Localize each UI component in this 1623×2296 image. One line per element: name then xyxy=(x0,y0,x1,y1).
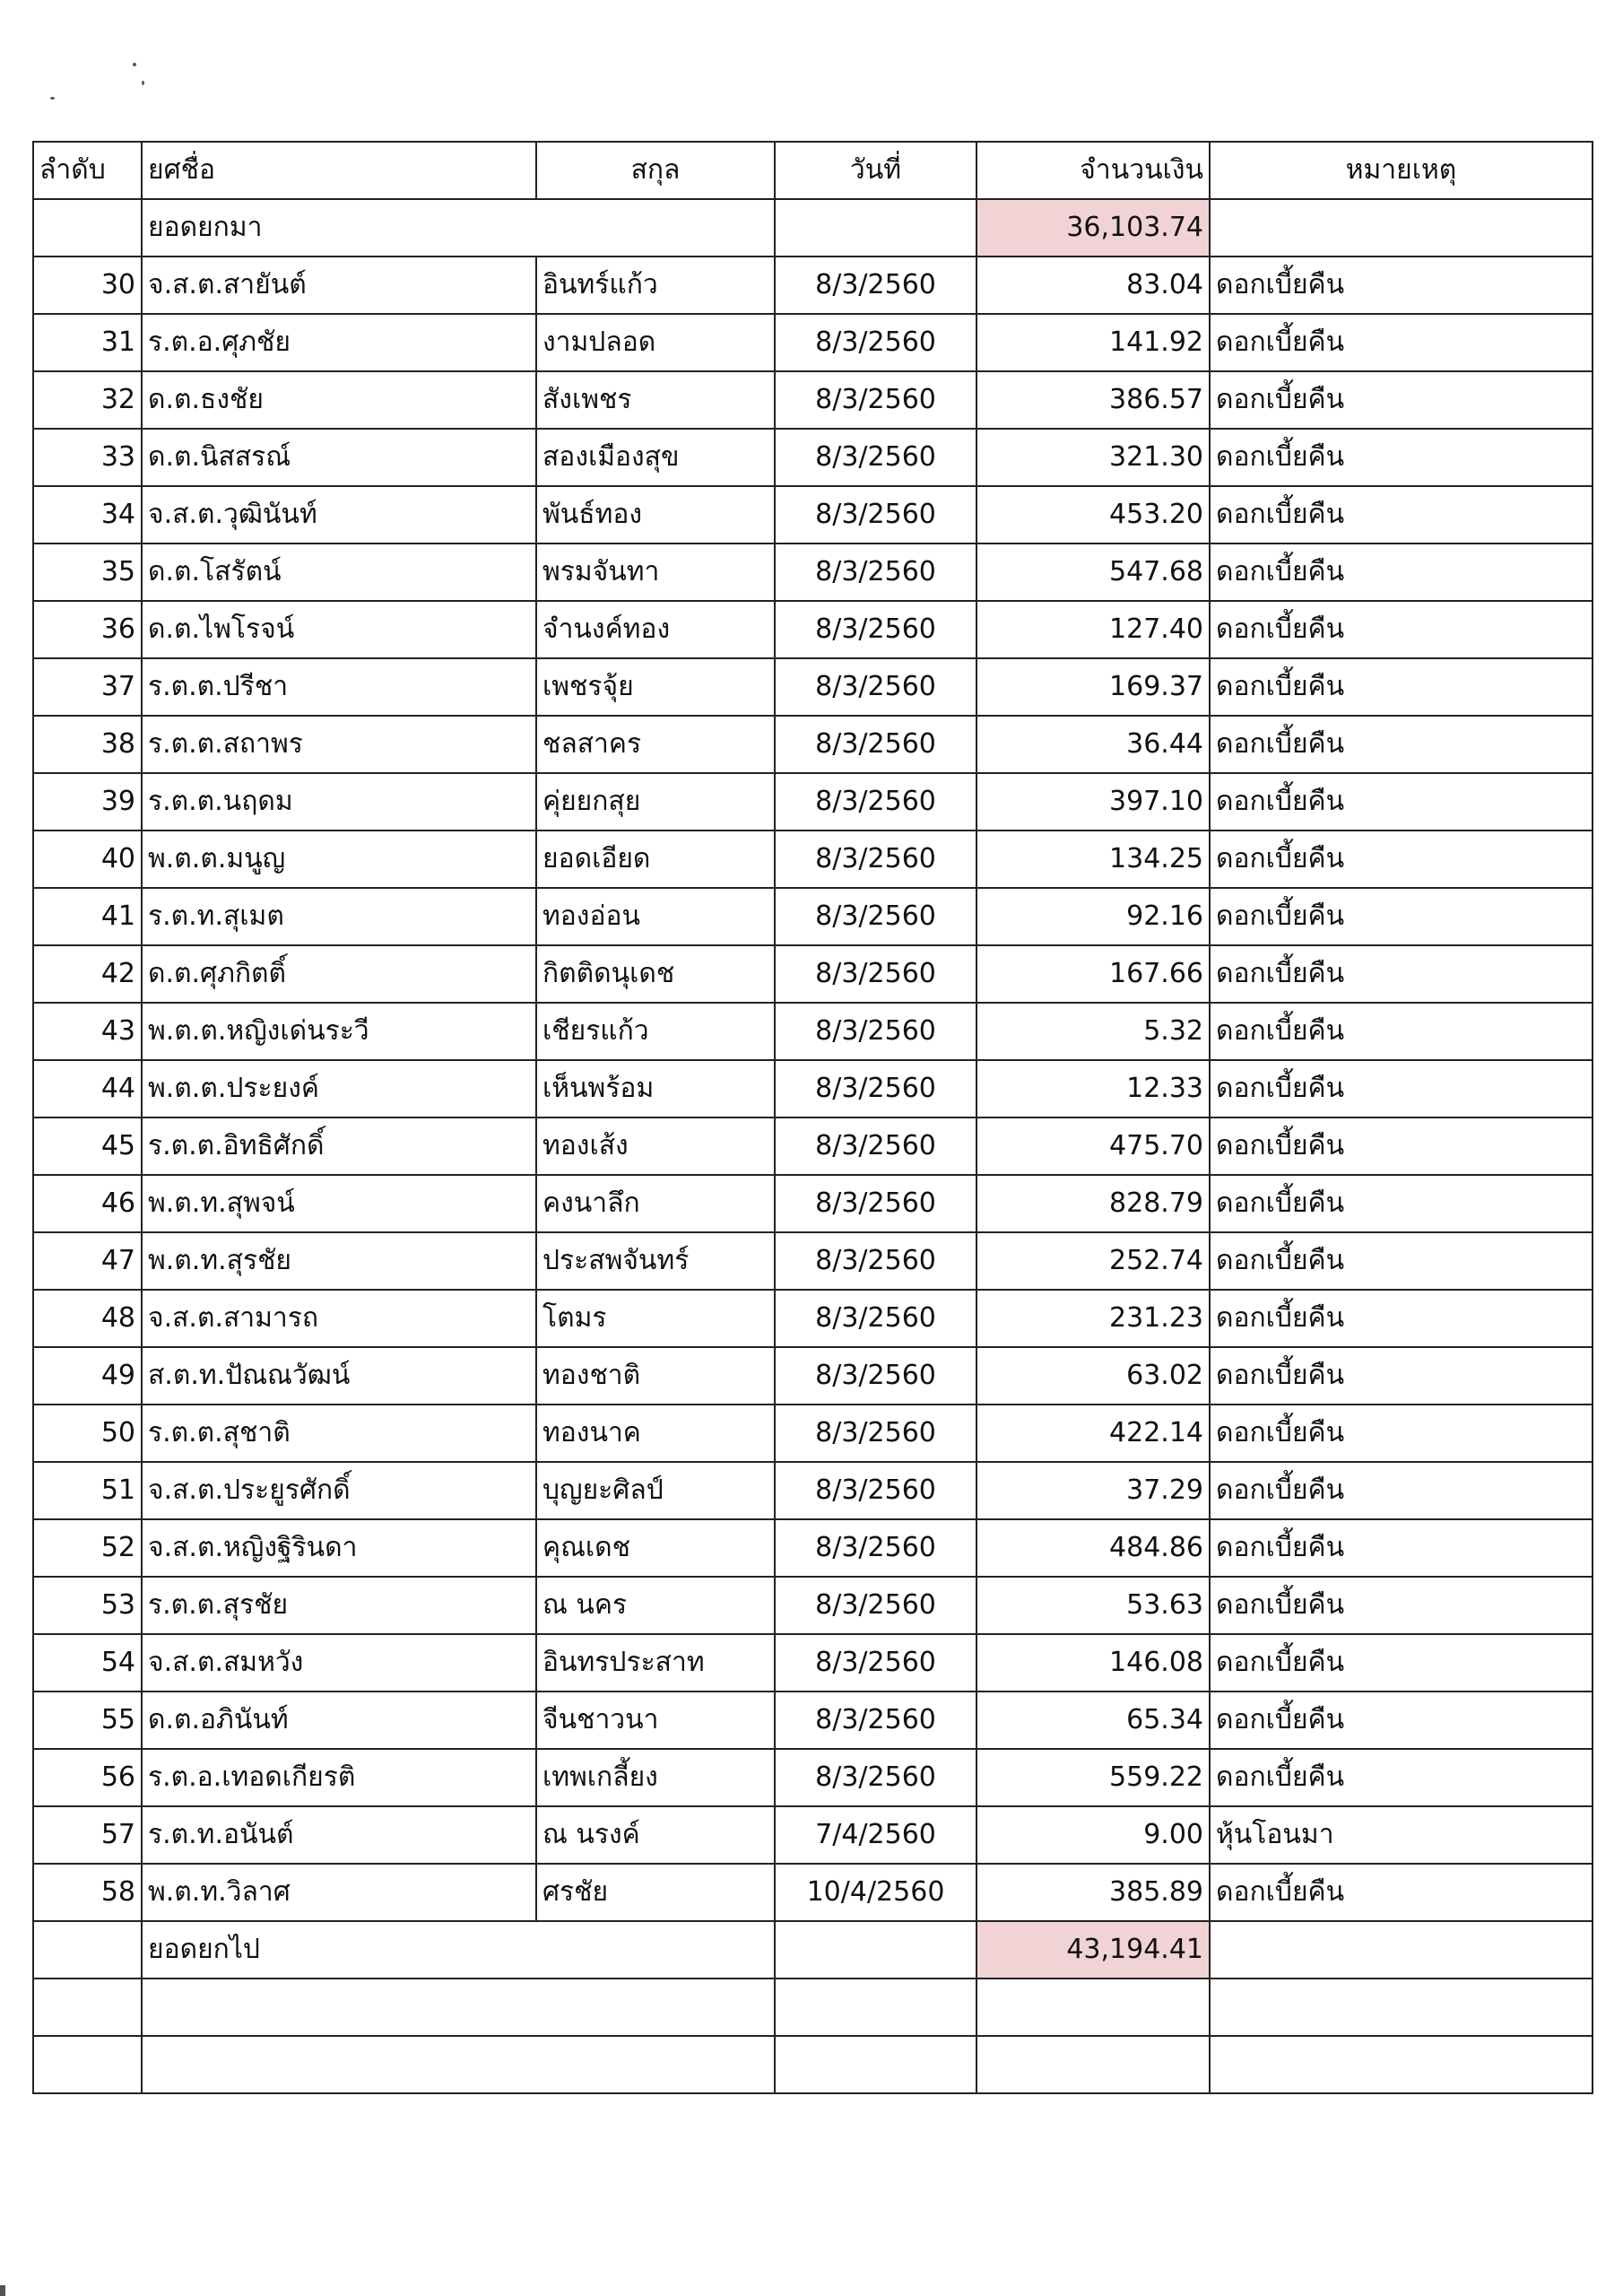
row-amount: 397.10 xyxy=(976,773,1210,831)
empty-cell xyxy=(33,1979,142,2036)
row-amount: 231.23 xyxy=(976,1290,1210,1347)
row-name: ด.ต.ธงชัย xyxy=(142,371,536,429)
header-amount: จำนวนเงิน xyxy=(976,142,1210,199)
row-no: 45 xyxy=(33,1118,142,1175)
row-amount: 422.14 xyxy=(976,1405,1210,1462)
row-amount: 547.68 xyxy=(976,544,1210,601)
row-note: ดอกเบี้ยคืน xyxy=(1210,1118,1593,1175)
row-amount: 37.29 xyxy=(976,1462,1210,1519)
row-surname: กิตติดนุเดช xyxy=(536,945,775,1003)
row-surname: เพชรจุ้ย xyxy=(536,658,775,716)
row-name: จ.ส.ต.วุฒินันท์ xyxy=(142,486,536,544)
table-row xyxy=(33,1577,1593,1634)
row-date: 10/4/2560 xyxy=(775,1864,976,1921)
table-row xyxy=(33,1232,1593,1290)
header-date: วันที่ xyxy=(775,142,976,199)
row-note: หุ้นโอนมา xyxy=(1210,1806,1593,1864)
row-date: 8/3/2560 xyxy=(775,831,976,888)
table-row xyxy=(33,1692,1593,1749)
row-amount: 12.33 xyxy=(976,1060,1210,1118)
row-date: 8/3/2560 xyxy=(775,1347,976,1405)
row-amount: 453.20 xyxy=(976,486,1210,544)
row-amount: 559.22 xyxy=(976,1749,1210,1806)
empty-cell xyxy=(142,2036,775,2093)
table-row xyxy=(33,1806,1593,1864)
row-name: ร.ต.ท.อนันต์ xyxy=(142,1806,536,1864)
empty-cell xyxy=(1210,2036,1593,2093)
row-date: 8/3/2560 xyxy=(775,314,976,371)
scan-speck xyxy=(142,81,144,85)
row-date: 8/3/2560 xyxy=(775,544,976,601)
row-note: ดอกเบี้ยคืน xyxy=(1210,486,1593,544)
scan-speck xyxy=(133,63,136,66)
row-note: ดอกเบี้ยคืน xyxy=(1210,1692,1593,1749)
table-row xyxy=(33,257,1593,314)
row-name: ด.ต.อภินันท์ xyxy=(142,1692,536,1749)
row-surname: ทองชาติ xyxy=(536,1347,775,1405)
row-name: จ.ส.ต.หญิงฐิรินดา xyxy=(142,1519,536,1577)
table-row xyxy=(33,831,1593,888)
table-row xyxy=(33,1749,1593,1806)
empty-cell xyxy=(976,1979,1210,2036)
row-surname: ณ นคร xyxy=(536,1577,775,1634)
table-row xyxy=(33,773,1593,831)
row-note: ดอกเบี้ยคืน xyxy=(1210,257,1593,314)
row-no: 51 xyxy=(33,1462,142,1519)
row-no: 30 xyxy=(33,257,142,314)
row-date: 8/3/2560 xyxy=(775,257,976,314)
row-amount: 252.74 xyxy=(976,1232,1210,1290)
row-surname: เห็นพร้อม xyxy=(536,1060,775,1118)
carry-out-row xyxy=(33,1921,1593,1979)
row-name: ส.ต.ท.ปัณณวัฒน์ xyxy=(142,1347,536,1405)
row-no: 47 xyxy=(33,1232,142,1290)
table-row xyxy=(33,716,1593,773)
row-date: 8/3/2560 xyxy=(775,1462,976,1519)
header-no: ลำดับ xyxy=(33,142,142,199)
row-surname: จีนชาวนา xyxy=(536,1692,775,1749)
row-surname: พันธ์ทอง xyxy=(536,486,775,544)
row-amount: 484.86 xyxy=(976,1519,1210,1577)
row-note: ดอกเบี้ยคืน xyxy=(1210,1405,1593,1462)
table-row xyxy=(33,658,1593,716)
row-date: 8/3/2560 xyxy=(775,486,976,544)
row-name: ด.ต.นิสสรณ์ xyxy=(142,429,536,486)
row-surname: คงนาลึก xyxy=(536,1175,775,1232)
row-surname: คุ่ยยกสุย xyxy=(536,773,775,831)
row-surname: สังเพชร xyxy=(536,371,775,429)
row-note: ดอกเบี้ยคืน xyxy=(1210,1864,1593,1921)
row-no: 46 xyxy=(33,1175,142,1232)
row-name: ร.ต.อ.เทอดเกียรติ xyxy=(142,1749,536,1806)
row-surname: ประสพจันทร์ xyxy=(536,1232,775,1290)
row-amount: 83.04 xyxy=(976,257,1210,314)
row-name: พ.ต.ท.สุพจน์ xyxy=(142,1175,536,1232)
row-surname: ชลสาคร xyxy=(536,716,775,773)
row-no: 34 xyxy=(33,486,142,544)
row-amount: 167.66 xyxy=(976,945,1210,1003)
row-note: ดอกเบี้ยคืน xyxy=(1210,945,1593,1003)
ledger-table xyxy=(32,141,1593,2094)
row-name: ร.ต.ต.สถาพร xyxy=(142,716,536,773)
row-amount: 9.00 xyxy=(976,1806,1210,1864)
table-row xyxy=(33,371,1593,429)
table-row xyxy=(33,601,1593,658)
row-no: 49 xyxy=(33,1347,142,1405)
table-row xyxy=(33,1634,1593,1692)
row-name: จ.ส.ต.สามารถ xyxy=(142,1290,536,1347)
row-amount: 53.63 xyxy=(976,1577,1210,1634)
carry-out-amount: 43,194.41 xyxy=(976,1921,1210,1979)
row-date: 8/3/2560 xyxy=(775,1003,976,1060)
scan-speck xyxy=(50,97,55,100)
empty-cell xyxy=(33,1921,142,1979)
row-name: ร.ต.ท.สุเมต xyxy=(142,888,536,945)
row-surname: ณ นรงค์ xyxy=(536,1806,775,1864)
row-name: พ.ต.ต.มนูญ xyxy=(142,831,536,888)
table-row xyxy=(33,1060,1593,1118)
row-note: ดอกเบี้ยคืน xyxy=(1210,1634,1593,1692)
row-date: 8/3/2560 xyxy=(775,1060,976,1118)
row-surname: บุญยะศิลป์ xyxy=(536,1462,775,1519)
table-row xyxy=(33,1347,1593,1405)
row-date: 8/3/2560 xyxy=(775,1118,976,1175)
table-row xyxy=(33,1175,1593,1232)
row-amount: 134.25 xyxy=(976,831,1210,888)
row-name: ร.ต.ต.นฤดม xyxy=(142,773,536,831)
row-no: 42 xyxy=(33,945,142,1003)
blank-row xyxy=(33,2036,1593,2093)
empty-cell xyxy=(33,2036,142,2093)
row-surname: อินทรประสาท xyxy=(536,1634,775,1692)
table-row xyxy=(33,1118,1593,1175)
header-name: ยศชื่อ xyxy=(142,142,536,199)
carry-in-amount: 36,103.74 xyxy=(976,199,1210,257)
row-date: 8/3/2560 xyxy=(775,1749,976,1806)
row-note: ดอกเบี้ยคืน xyxy=(1210,1175,1593,1232)
header-surname: สกุล xyxy=(536,142,775,199)
table-row xyxy=(33,1864,1593,1921)
row-no: 58 xyxy=(33,1864,142,1921)
row-surname: ทองเส้ง xyxy=(536,1118,775,1175)
row-surname: อินทร์แก้ว xyxy=(536,257,775,314)
row-date: 8/3/2560 xyxy=(775,1577,976,1634)
empty-cell xyxy=(775,1921,976,1979)
row-note: ดอกเบี้ยคืน xyxy=(1210,371,1593,429)
row-date: 8/3/2560 xyxy=(775,716,976,773)
row-date: 8/3/2560 xyxy=(775,429,976,486)
table-row xyxy=(33,1405,1593,1462)
carry-in-row xyxy=(33,199,1593,257)
row-no: 39 xyxy=(33,773,142,831)
row-note: ดอกเบี้ยคืน xyxy=(1210,1290,1593,1347)
row-note: ดอกเบี้ยคืน xyxy=(1210,601,1593,658)
row-date: 8/3/2560 xyxy=(775,1290,976,1347)
row-note: ดอกเบี้ยคืน xyxy=(1210,544,1593,601)
row-no: 32 xyxy=(33,371,142,429)
row-note: ดอกเบี้ยคืน xyxy=(1210,1232,1593,1290)
table-row xyxy=(33,486,1593,544)
empty-cell xyxy=(1210,1921,1593,1979)
row-amount: 36.44 xyxy=(976,716,1210,773)
row-surname: งามปลอด xyxy=(536,314,775,371)
scan-edge-mark xyxy=(0,2285,5,2296)
row-amount: 141.92 xyxy=(976,314,1210,371)
empty-cell xyxy=(775,199,976,257)
carry-out-label: ยอดยกไป xyxy=(142,1921,775,1979)
row-no: 36 xyxy=(33,601,142,658)
row-no: 54 xyxy=(33,1634,142,1692)
header-row xyxy=(33,142,1593,199)
row-surname: ทองอ่อน xyxy=(536,888,775,945)
row-date: 8/3/2560 xyxy=(775,1634,976,1692)
table-row xyxy=(33,888,1593,945)
row-note: ดอกเบี้ยคืน xyxy=(1210,888,1593,945)
row-no: 50 xyxy=(33,1405,142,1462)
row-surname: ศรชัย xyxy=(536,1864,775,1921)
row-no: 38 xyxy=(33,716,142,773)
row-surname: โตมร xyxy=(536,1290,775,1347)
row-name: ด.ต.ไพโรจน์ xyxy=(142,601,536,658)
table-row xyxy=(33,1290,1593,1347)
row-amount: 127.40 xyxy=(976,601,1210,658)
row-note: ดอกเบี้ยคืน xyxy=(1210,773,1593,831)
row-name: จ.ส.ต.สมหวัง xyxy=(142,1634,536,1692)
row-name: พ.ต.ท.วิลาศ xyxy=(142,1864,536,1921)
row-note: ดอกเบี้ยคืน xyxy=(1210,1749,1593,1806)
empty-cell xyxy=(1210,199,1593,257)
row-surname: สองเมืองสุข xyxy=(536,429,775,486)
row-date: 8/3/2560 xyxy=(775,1692,976,1749)
row-amount: 63.02 xyxy=(976,1347,1210,1405)
row-note: ดอกเบี้ยคืน xyxy=(1210,1003,1593,1060)
row-note: ดอกเบี้ยคืน xyxy=(1210,831,1593,888)
row-name: พ.ต.ท.สุรชัย xyxy=(142,1232,536,1290)
row-amount: 92.16 xyxy=(976,888,1210,945)
row-note: ดอกเบี้ยคืน xyxy=(1210,1347,1593,1405)
row-name: พ.ต.ต.ประยงค์ xyxy=(142,1060,536,1118)
row-date: 8/3/2560 xyxy=(775,1519,976,1577)
row-no: 40 xyxy=(33,831,142,888)
empty-cell xyxy=(976,2036,1210,2093)
row-no: 41 xyxy=(33,888,142,945)
row-note: ดอกเบี้ยคืน xyxy=(1210,1060,1593,1118)
row-no: 31 xyxy=(33,314,142,371)
table-row xyxy=(33,1003,1593,1060)
row-date: 8/3/2560 xyxy=(775,888,976,945)
row-date: 7/4/2560 xyxy=(775,1806,976,1864)
row-surname: ทองนาค xyxy=(536,1405,775,1462)
row-no: 56 xyxy=(33,1749,142,1806)
row-no: 52 xyxy=(33,1519,142,1577)
row-surname: คุณเดช xyxy=(536,1519,775,1577)
row-no: 55 xyxy=(33,1692,142,1749)
row-amount: 5.32 xyxy=(976,1003,1210,1060)
row-surname: พรมจันทา xyxy=(536,544,775,601)
empty-cell xyxy=(775,1979,976,2036)
row-no: 57 xyxy=(33,1806,142,1864)
row-amount: 146.08 xyxy=(976,1634,1210,1692)
row-date: 8/3/2560 xyxy=(775,371,976,429)
row-date: 8/3/2560 xyxy=(775,773,976,831)
row-amount: 321.30 xyxy=(976,429,1210,486)
row-no: 35 xyxy=(33,544,142,601)
table-row xyxy=(33,429,1593,486)
row-date: 8/3/2560 xyxy=(775,1175,976,1232)
row-note: ดอกเบี้ยคืน xyxy=(1210,1462,1593,1519)
row-date: 8/3/2560 xyxy=(775,658,976,716)
row-note: ดอกเบี้ยคืน xyxy=(1210,1577,1593,1634)
row-amount: 386.57 xyxy=(976,371,1210,429)
empty-cell xyxy=(142,1979,775,2036)
table-row xyxy=(33,314,1593,371)
row-note: ดอกเบี้ยคืน xyxy=(1210,658,1593,716)
blank-row xyxy=(33,1979,1593,2036)
table-row xyxy=(33,544,1593,601)
row-name: ร.ต.ต.ปรีชา xyxy=(142,658,536,716)
row-amount: 169.37 xyxy=(976,658,1210,716)
empty-cell xyxy=(775,2036,976,2093)
row-name: ร.ต.ต.อิทธิศักดิ์ xyxy=(142,1118,536,1175)
table-row xyxy=(33,1519,1593,1577)
empty-cell xyxy=(1210,1979,1593,2036)
row-no: 33 xyxy=(33,429,142,486)
table-row xyxy=(33,1462,1593,1519)
row-note: ดอกเบี้ยคืน xyxy=(1210,1519,1593,1577)
row-note: ดอกเบี้ยคืน xyxy=(1210,429,1593,486)
row-name: ร.ต.อ.ศุภชัย xyxy=(142,314,536,371)
row-amount: 385.89 xyxy=(976,1864,1210,1921)
row-no: 37 xyxy=(33,658,142,716)
row-name: จ.ส.ต.ประยูรศักดิ์ xyxy=(142,1462,536,1519)
row-surname: จำนงค์ทอง xyxy=(536,601,775,658)
row-no: 43 xyxy=(33,1003,142,1060)
row-amount: 475.70 xyxy=(976,1118,1210,1175)
row-no: 48 xyxy=(33,1290,142,1347)
carry-in-label: ยอดยกมา xyxy=(142,199,775,257)
row-surname: เชียรแก้ว xyxy=(536,1003,775,1060)
row-name: ด.ต.ศุภกิตติ์ xyxy=(142,945,536,1003)
row-date: 8/3/2560 xyxy=(775,601,976,658)
row-date: 8/3/2560 xyxy=(775,1232,976,1290)
row-amount: 828.79 xyxy=(976,1175,1210,1232)
row-surname: เทพเกลี้ยง xyxy=(536,1749,775,1806)
empty-cell xyxy=(33,199,142,257)
row-no: 53 xyxy=(33,1577,142,1634)
row-note: ดอกเบี้ยคืน xyxy=(1210,716,1593,773)
row-name: ด.ต.โสรัตน์ xyxy=(142,544,536,601)
row-name: ร.ต.ต.สุรชัย xyxy=(142,1577,536,1634)
row-date: 8/3/2560 xyxy=(775,1405,976,1462)
row-date: 8/3/2560 xyxy=(775,945,976,1003)
row-name: ร.ต.ต.สุชาติ xyxy=(142,1405,536,1462)
row-name: จ.ส.ต.สายันต์ xyxy=(142,257,536,314)
table-row xyxy=(33,945,1593,1003)
row-no: 44 xyxy=(33,1060,142,1118)
row-surname: ยอดเอียด xyxy=(536,831,775,888)
row-amount: 65.34 xyxy=(976,1692,1210,1749)
row-name: พ.ต.ต.หญิงเด่นระวี xyxy=(142,1003,536,1060)
row-note: ดอกเบี้ยคืน xyxy=(1210,314,1593,371)
header-note: หมายเหตุ xyxy=(1210,142,1593,199)
